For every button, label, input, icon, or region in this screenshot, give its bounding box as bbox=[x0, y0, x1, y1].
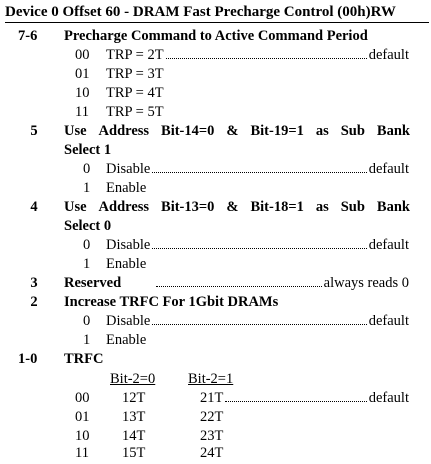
section-heading: Precharge Command to Active Command Period bbox=[64, 28, 368, 44]
bit-number: 7-6 bbox=[18, 28, 38, 44]
default-note: default bbox=[368, 390, 409, 406]
cell-a: 15T bbox=[122, 445, 146, 461]
leader-dots bbox=[152, 324, 366, 325]
column-header: Bit-2=0 bbox=[110, 371, 156, 387]
option-code: 1 bbox=[83, 180, 91, 196]
section-heading-cont: Select 1 bbox=[64, 142, 112, 158]
option-code: 0 bbox=[83, 161, 91, 177]
bit-number: 3 bbox=[30, 275, 38, 291]
cell-a: 13T bbox=[122, 409, 146, 425]
register-title: Device 0 Offset 60 - DRAM Fast Precharge Control (00h)RW bbox=[5, 4, 429, 23]
option-code: 1 bbox=[83, 256, 91, 272]
cell-a: 14T bbox=[122, 428, 146, 444]
option-desc: TRP = 3T bbox=[106, 66, 164, 82]
option-row bbox=[0, 160, 431, 179]
bit-number: 1-0 bbox=[18, 351, 38, 367]
option-row bbox=[0, 236, 431, 255]
section-heading: Use Address Bit-14=0 & Bit-19=1 as Sub Bank bbox=[64, 123, 410, 139]
option-desc: Disable bbox=[106, 313, 151, 329]
cell-b: 21T bbox=[200, 390, 224, 406]
option-row bbox=[0, 84, 431, 103]
section-bit-3-header bbox=[0, 274, 431, 293]
option-code: 10 bbox=[75, 85, 90, 101]
section-heading-cont: Select 0 bbox=[64, 218, 112, 234]
section-bit-5-header bbox=[0, 122, 431, 141]
table-row bbox=[0, 389, 431, 408]
section-bits-1-0-header bbox=[0, 350, 431, 369]
option-code: 1 bbox=[83, 332, 91, 348]
leader-dots bbox=[225, 401, 366, 402]
option-code: 01 bbox=[75, 66, 90, 82]
cell-a: 12T bbox=[122, 390, 146, 406]
cell-b: 23T bbox=[200, 428, 224, 444]
leader-dots bbox=[156, 286, 322, 287]
option-row bbox=[0, 179, 431, 198]
cell-b: 22T bbox=[200, 409, 224, 425]
section-bit-2-header bbox=[0, 293, 431, 312]
option-desc: Disable bbox=[106, 237, 151, 253]
leader-dots bbox=[166, 58, 367, 59]
option-code: 00 bbox=[75, 390, 90, 406]
bit-number: 2 bbox=[30, 294, 38, 310]
option-code: 0 bbox=[83, 237, 91, 253]
option-desc: Enable bbox=[106, 180, 147, 196]
option-code: 10 bbox=[75, 428, 90, 444]
option-row bbox=[0, 46, 431, 65]
option-desc: Enable bbox=[106, 332, 147, 348]
table-header-row bbox=[0, 370, 431, 389]
default-note: default bbox=[368, 47, 409, 63]
bit-number: 4 bbox=[30, 199, 38, 215]
option-desc: TRP = 4T bbox=[106, 85, 164, 101]
option-row bbox=[0, 103, 431, 122]
section-heading: Use Address Bit-13=0 & Bit-18=1 as Sub Bank bbox=[64, 199, 410, 215]
section-heading: Reserved bbox=[64, 275, 122, 291]
section-heading: Increase TRFC For 1Gbit DRAMs bbox=[64, 294, 279, 310]
option-code: 01 bbox=[75, 409, 90, 425]
option-code: 00 bbox=[75, 47, 90, 63]
option-code: 11 bbox=[75, 445, 89, 461]
column-header: Bit-2=1 bbox=[188, 371, 234, 387]
bit-number: 5 bbox=[30, 123, 38, 139]
option-row bbox=[0, 331, 431, 350]
option-desc: Enable bbox=[106, 256, 147, 272]
cell-b: 24T bbox=[200, 445, 224, 461]
option-code: 0 bbox=[83, 313, 91, 329]
leader-dots bbox=[152, 172, 366, 173]
leader-dots bbox=[152, 248, 366, 249]
option-desc: Disable bbox=[106, 161, 151, 177]
section-bits-7-6-header bbox=[0, 27, 431, 46]
option-row bbox=[0, 65, 431, 84]
default-note: default bbox=[368, 237, 409, 253]
section-heading: TRFC bbox=[64, 351, 104, 367]
option-code: 11 bbox=[75, 104, 89, 120]
option-desc: TRP = 5T bbox=[106, 104, 164, 120]
default-note: default bbox=[368, 313, 409, 329]
option-row bbox=[0, 255, 431, 274]
option-desc: TRP = 2T bbox=[106, 47, 164, 63]
option-row bbox=[0, 312, 431, 331]
default-note: default bbox=[368, 161, 409, 177]
table-row bbox=[0, 444, 431, 463]
reserved-note: always reads 0 bbox=[323, 275, 409, 291]
section-bit-4-header bbox=[0, 198, 431, 217]
table-row bbox=[0, 408, 431, 427]
